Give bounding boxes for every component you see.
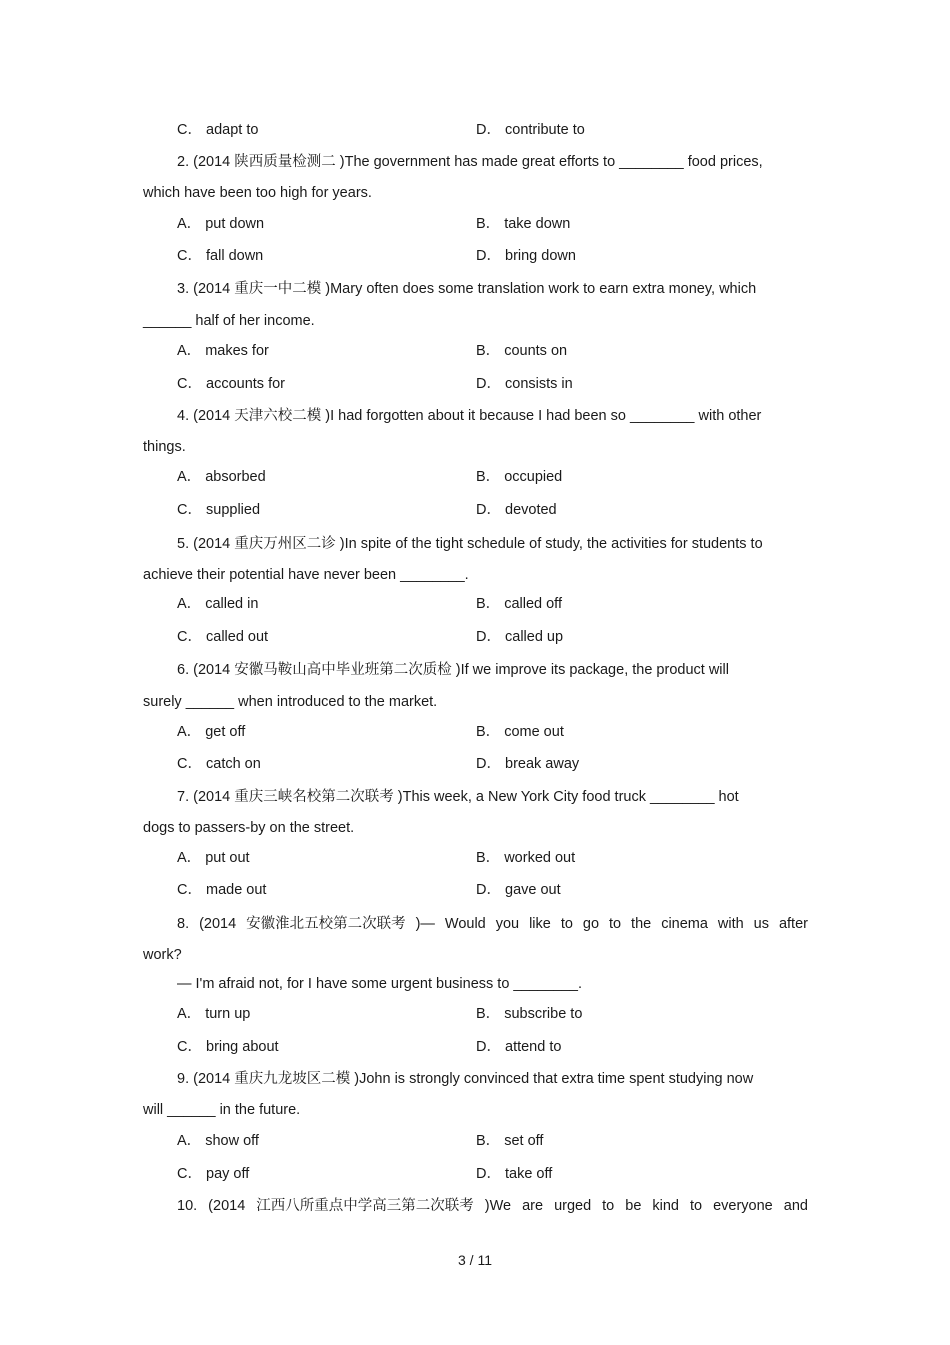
option-b: B． come out: [476, 724, 564, 740]
option-c: C． catch on: [177, 756, 261, 772]
option-c: C． pay off: [177, 1166, 250, 1182]
stem-word: after: [778, 916, 808, 932]
stem-word: urged: [554, 1198, 592, 1214]
stem-word: (2014: [208, 1198, 246, 1214]
option-a: A． absorbed: [177, 469, 266, 485]
stem-word: be: [625, 1198, 642, 1214]
option-c: C． supplied: [177, 502, 261, 518]
option-d: D． contribute to: [476, 122, 585, 138]
question-stem: 4. (2014 天津六校二模 )I had forgotten about it because I had been so ________ with other: [177, 408, 762, 424]
option-a: A． put down: [177, 216, 265, 232]
option-d: D． devoted: [476, 502, 557, 518]
question-stem: 2. (2014 陕西质量检测二 )The government has made great efforts to ________ food prices,: [177, 154, 763, 170]
stem-word: to: [608, 916, 622, 932]
stem-word: to: [690, 1198, 703, 1214]
option-b: B． occupied: [476, 469, 563, 485]
stem-word: to: [560, 916, 573, 932]
stem-word: the: [631, 916, 652, 932]
stem-word: )We: [484, 1198, 512, 1214]
question-stem: 6. (2014 安徽马鞍山高中毕业班第二次质检 )If we improve its package, the product will: [177, 662, 729, 678]
question-source: 江西八所重点中学高三第二次联考: [256, 1198, 474, 1214]
option-a: A． turn up: [177, 1006, 251, 1022]
page-number: 3 / 11: [458, 1252, 492, 1268]
option-a: A． makes for: [177, 343, 269, 359]
option-c: C． made out: [177, 882, 267, 898]
option-b: B． called off: [476, 596, 562, 612]
question-stem-continued: work?: [143, 947, 182, 963]
option-d: D． consists in: [476, 376, 573, 392]
option-d: D． called up: [476, 629, 564, 645]
question-stem-justified: [177, 1197, 808, 1215]
option-c: C． called out: [177, 629, 269, 645]
question-stem-continued: achieve their potential have never been ________.: [143, 567, 469, 583]
option-a: A． put out: [177, 850, 250, 866]
stem-word: and: [783, 1198, 808, 1214]
option-b: B． worked out: [476, 850, 576, 866]
question-stem: 3. (2014 重庆一中二模 )Mary often does some translation work to earn extra money, which: [177, 281, 757, 297]
option-c: C． fall down: [177, 248, 264, 264]
stem-word: Would: [444, 916, 486, 932]
option-c: C． adapt to: [177, 122, 259, 138]
option-a: A． get off: [177, 724, 246, 740]
question-stem-continued: things.: [143, 439, 186, 455]
option-d: D． take off: [476, 1166, 553, 1182]
option-d: D． attend to: [476, 1039, 562, 1055]
option-b: B． subscribe to: [476, 1006, 583, 1022]
question-stem: 7. (2014 重庆三峡名校第二次联考 )This week, a New York City food truck ________ hot: [177, 789, 739, 805]
option-d: D． bring down: [476, 248, 576, 264]
stem-word: are: [522, 1198, 544, 1214]
option-c: C． accounts for: [177, 376, 285, 392]
stem-word: cinema: [661, 916, 708, 932]
option-a: A． show off: [177, 1133, 259, 1149]
stem-word: us: [753, 916, 769, 932]
question-stem-justified: [177, 915, 808, 933]
question-number: 8.: [177, 916, 190, 932]
question-stem-continued: surely ______ when introduced to the market.: [143, 694, 438, 710]
question-stem-continued: which have been too high for years.: [143, 185, 372, 201]
option-c: C． bring about: [177, 1039, 279, 1055]
stem-word: )—: [415, 916, 435, 932]
question-stem-continued: ______ half of her income.: [143, 313, 315, 329]
question-stem: 9. (2014 重庆九龙坡区二模 )John is strongly convinced that extra time spent studying now: [177, 1071, 754, 1087]
option-a: A． called in: [177, 596, 259, 612]
stem-word: go: [582, 916, 600, 932]
stem-word: you: [495, 916, 520, 932]
stem-word: everyone: [713, 1198, 773, 1214]
question-stem: 5. (2014 重庆万州区二诊 )In spite of the tight schedule of study, the activities for students to: [177, 536, 763, 552]
option-b: B． take down: [476, 216, 571, 232]
stem-word: to: [602, 1198, 615, 1214]
dialogue-response: — I'm afraid not, for I have some urgent business to ________.: [177, 976, 582, 992]
stem-word: with: [717, 916, 744, 932]
question-source: 安徽淮北五校第二次联考: [246, 916, 406, 932]
stem-word: like: [529, 916, 551, 932]
question-number: 10.: [177, 1198, 198, 1214]
option-b: B． set off: [476, 1133, 544, 1149]
stem-word: kind: [652, 1198, 679, 1214]
option-d: D． gave out: [476, 882, 561, 898]
option-d: D． break away: [476, 756, 580, 772]
option-b: B． counts on: [476, 343, 568, 359]
question-stem-continued: will ______ in the future.: [143, 1102, 301, 1118]
stem-word: (2014: [199, 916, 237, 932]
question-stem-continued: dogs to passers-by on the street.: [143, 820, 355, 836]
